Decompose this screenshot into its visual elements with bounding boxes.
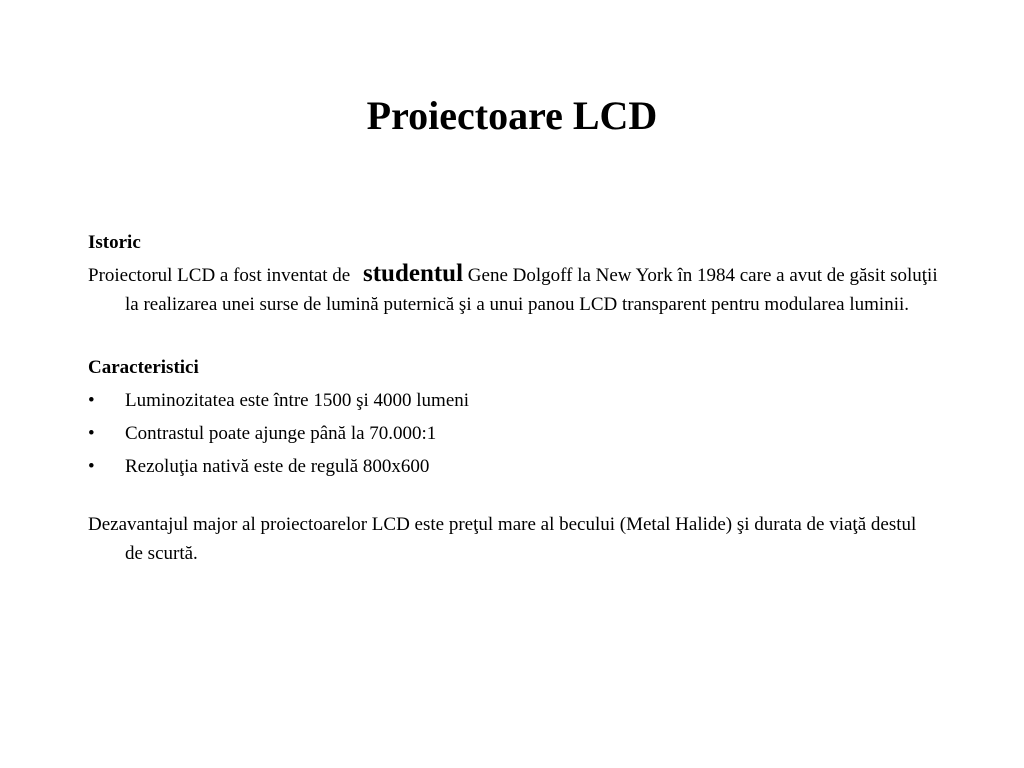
caracteristici-list bbox=[88, 386, 938, 481]
section-dezavantaj bbox=[88, 510, 938, 568]
list-item-text: Contrastul poate ajunge până la 70.000:1 bbox=[125, 423, 437, 444]
istoric-text-before: Proiectorul LCD a fost inventat de bbox=[88, 265, 351, 286]
istoric-heading: Istoric bbox=[88, 232, 141, 253]
slide-body bbox=[88, 228, 938, 568]
section-istoric bbox=[88, 228, 938, 319]
slide-title: Proiectoare LCD bbox=[366, 93, 658, 138]
istoric-emphasis: studentul bbox=[363, 260, 464, 287]
istoric-paragraph bbox=[88, 259, 938, 319]
dezavantaj-paragraph: Dezavantajul major al proiectoarelor LCD este preţul mare al becului (Metal Halide) şi durata de viaţă destul de scurtă. bbox=[88, 514, 917, 564]
caracteristici-heading: Caracteristici bbox=[88, 357, 199, 378]
bullet-icon: • bbox=[88, 390, 95, 411]
list-item-text: Rezoluţia nativă este de regulă 800x600 bbox=[125, 456, 430, 477]
list-item bbox=[88, 419, 938, 448]
list-item bbox=[88, 452, 938, 481]
istoric-text-after: Gene Dolgoff la New York în 1984 care a avut de găsit soluţii la realizarea unei surse de lumină puternică şi a unui panou LCD transparent pentru modularea luminii. bbox=[125, 265, 938, 315]
bullet-icon: • bbox=[88, 456, 95, 477]
list-item-text: Luminozitatea este între 1500 şi 4000 lumeni bbox=[125, 390, 470, 411]
bullet-icon: • bbox=[88, 423, 95, 444]
section-caracteristici bbox=[88, 353, 938, 481]
list-item bbox=[88, 386, 938, 415]
